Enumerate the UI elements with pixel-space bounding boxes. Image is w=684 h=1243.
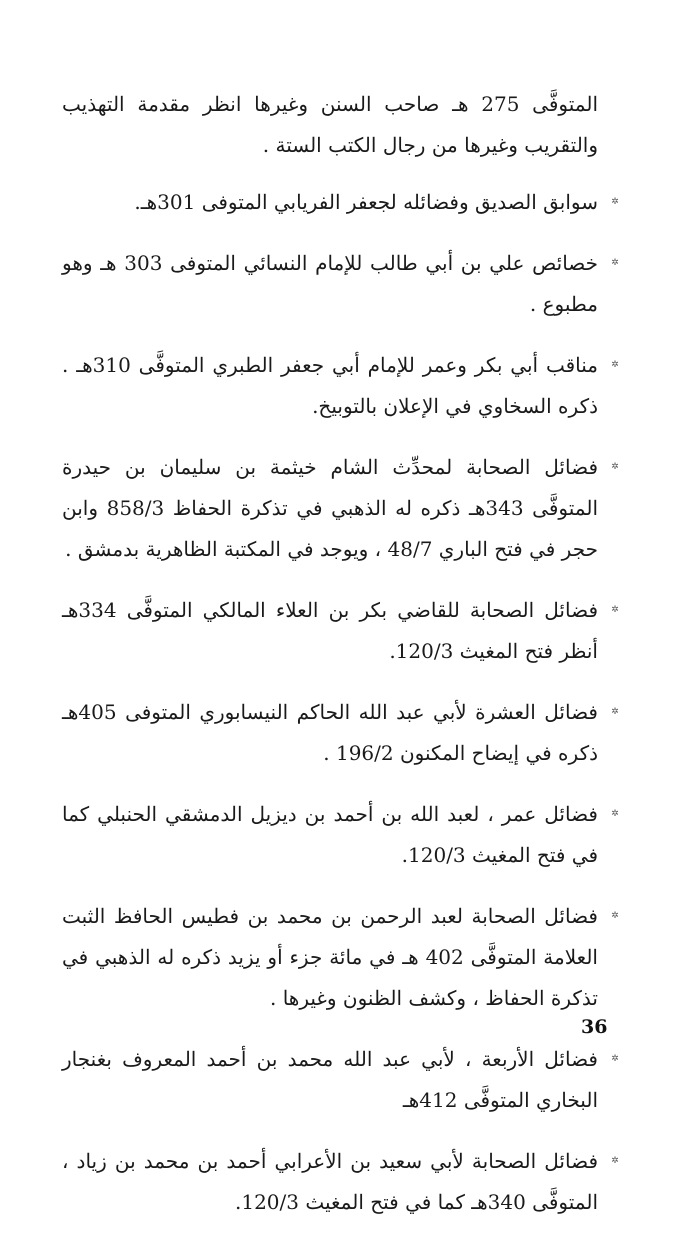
list-item [62, 243, 619, 325]
list-item-text: فضائل العشرة لأبي عبد الله الحاكم النيسابوري المتوفى 405هـ ذكره في إيضاح المكنون 196/2 . [62, 700, 598, 765]
bullet-icon: ✲ [611, 911, 619, 921]
intro-paragraph: المتوفَّى 275 هـ صاحب السنن وغيرها انظر مقدمة التهذيب والتقريب وغيرها من رجال الكتب الستة . [62, 92, 598, 157]
bullet-icon: ✲ [611, 1054, 619, 1064]
bullet-icon: ✲ [611, 605, 619, 615]
list-item-text: فضائل الصحابة للقاضي بكر بن العلاء المالكي المتوفَّى 334هـ أنظر فتح المغيث 120/3. [62, 598, 598, 663]
bullet-icon: ✲ [611, 360, 619, 370]
list-item [62, 896, 619, 1019]
bullet-icon: ✲ [611, 462, 619, 472]
list-item-text: فضائل الصحابة لمحدِّث الشام خيثمة بن سليمان بن حيدرة المتوفَّى 343هـ ذكره له الذهبي في تذكرة الحفاظ 858/3 وابن حجر في فتح الباري 48/7 ، ويوجد في المكتبة الظاهرية بدمشق . [62, 455, 598, 561]
list-item-text: مناقب أبي بكر وعمر للإمام أبي جعفر الطبري المتوفَّى 310هـ . ذكره السخاوي في الإعلان بالتوبيخ. [62, 353, 598, 418]
bullet-icon: ✲ [611, 809, 619, 819]
list-item [62, 447, 619, 570]
list-item [62, 1039, 619, 1121]
bullet-icon: ✲ [611, 707, 619, 717]
list-item [62, 794, 619, 876]
list-item-text: سوابق الصديق وفضائله لجعفر الفريابي المتوفى 301هـ. [134, 190, 598, 214]
list-item [62, 1141, 619, 1223]
bullet-icon: ✲ [611, 258, 619, 268]
list-item [62, 345, 619, 427]
list-item [62, 692, 619, 774]
page-body [62, 84, 619, 1243]
list-item-text: فضائل عمر ، لعبد الله بن أحمد بن ديزيل الدمشقي الحنبلي كما في فتح المغيث 120/3. [62, 802, 598, 867]
list-item [62, 590, 619, 672]
bullet-icon: ✲ [611, 1156, 619, 1166]
list-item-text: فضائل الصحابة لأبي سعيد بن الأعرابي أحمد بن محمد بن زياد ، المتوفَّى 340هـ كما في فتح المغيث 120/3. [62, 1149, 598, 1214]
bullet-icon: ✲ [611, 197, 619, 207]
list-item-text: فضائل الأربعة ، لأبي عبد الله محمد بن أحمد المعروف بغنجار البخاري المتوفَّى 412هـ [62, 1047, 598, 1112]
list-item-text: فضائل الصحابة لعبد الرحمن بن محمد بن فطيس الحافظ الثبت العلامة المتوفَّى 402 هـ في مائة جزء أو يزيد ذكره له الذهبي في تذكرة الحفاظ ، وكشف الظنون وغيرها . [62, 904, 598, 1010]
page-number: 36 [581, 1016, 608, 1038]
list-item-text: خصائص علي بن أبي طالب للإمام النسائي المتوفى 303 هـ وهو مطبوع . [62, 251, 598, 316]
list-item [62, 182, 619, 223]
